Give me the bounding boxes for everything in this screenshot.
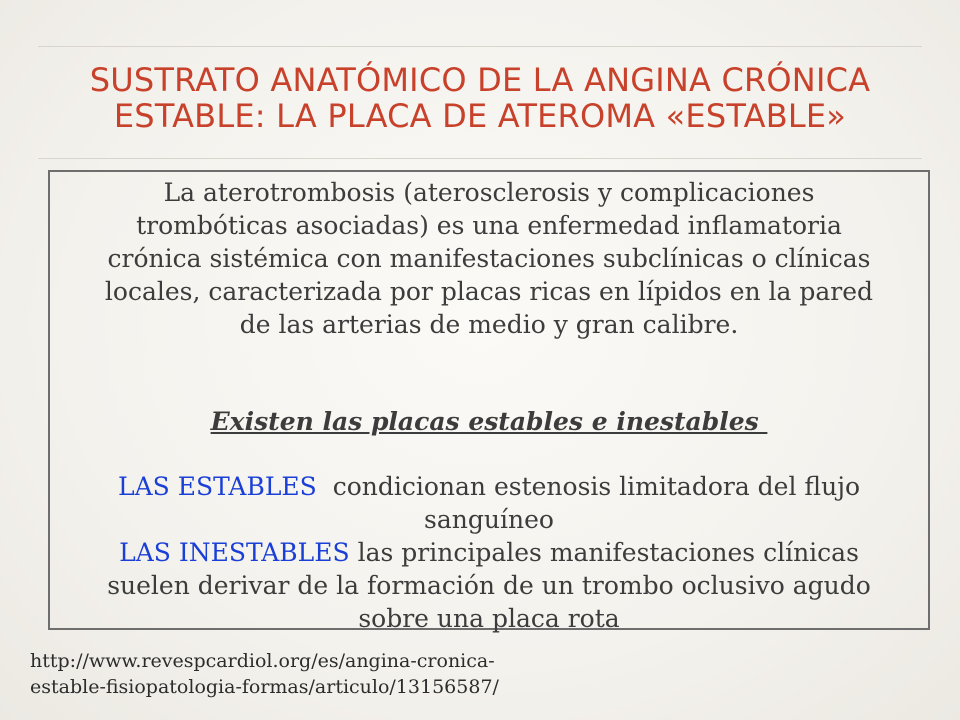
unstable-line-1: [50, 536, 928, 569]
title-line-2: ESTABLE: LA PLACA DE ATEROMA «ESTABLE»: [113, 97, 847, 135]
source-line-2: estable-fisiopatologia-formas/articulo/13156587/: [30, 676, 499, 698]
unstable-line-3: sobre una placa rota: [358, 604, 620, 633]
plaque-types-heading: [50, 405, 928, 438]
plaque-descriptions: [50, 470, 928, 635]
stable-label: LAS ESTABLES: [117, 472, 317, 501]
paragraph-line: de las arterias de medio y gran calibre.: [239, 310, 739, 339]
bottom-divider: [38, 158, 922, 159]
stable-text: condicionan estenosis limitadora del flujo: [316, 472, 861, 501]
title-line-1: SUSTRATO ANATÓMICO DE LA ANGINA CRÓNICA: [89, 61, 871, 99]
unstable-text: las principales manifestaciones clínicas: [349, 538, 859, 567]
slide-title: [20, 62, 940, 134]
paragraph-line: locales, caracterizada por placas ricas en lípidos en la pared: [104, 277, 874, 306]
source-url: [30, 648, 499, 700]
stable-line-2: sanguíneo: [424, 505, 554, 534]
intro-paragraph: [50, 176, 928, 341]
source-line-1: http://www.revespcardiol.org/es/angina-cronica-: [30, 650, 495, 672]
paragraph-line: trombóticas asociadas) es una enfermedad inflamatoria: [136, 211, 842, 240]
paragraph-line: La aterotrombosis (aterosclerosis y complicaciones: [163, 178, 815, 207]
content-box: [48, 170, 930, 633]
heading-text: Existen las placas estables e inestables: [210, 407, 768, 436]
stable-line-1: [50, 470, 928, 503]
unstable-line-2: suelen derivar de la formación de un trombo oclusivo agudo: [107, 571, 871, 600]
unstable-label: LAS INESTABLES: [119, 538, 350, 567]
top-divider: [38, 46, 922, 47]
paragraph-line: crónica sistémica con manifestaciones subclínicas o clínicas: [107, 244, 871, 273]
